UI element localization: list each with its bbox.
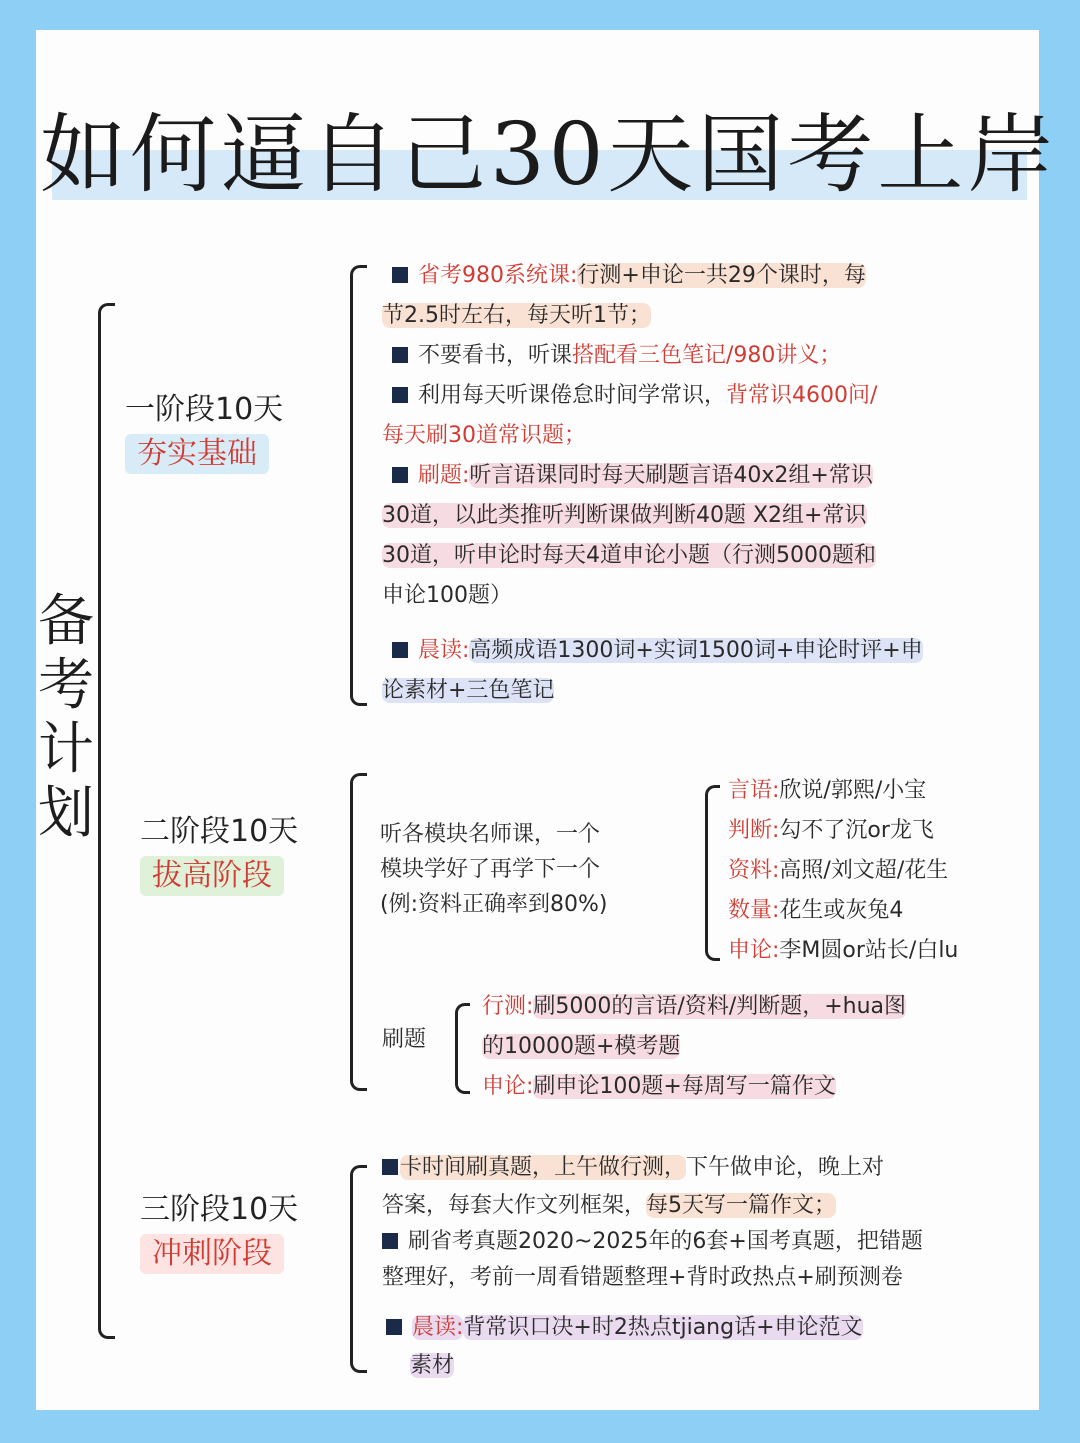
stage3-heading: 三阶段10天: [140, 1192, 299, 1227]
stage1-b5-text1: 高频成语1300词+实词1500词+申论时评+申: [469, 638, 923, 663]
teacher-label: 判断:: [728, 818, 780, 843]
stage1-bullet4-line3: [382, 536, 876, 576]
stage3-bullet2-line1: [382, 1222, 923, 1262]
stage2-subtitle: 拔高阶段: [140, 856, 284, 896]
stage1-b3-red2: 每天刷30道常识题；: [382, 423, 586, 448]
side-char: 划: [38, 781, 94, 846]
teacher-label: 数量:: [728, 898, 780, 923]
bullet-square-icon: [392, 347, 408, 363]
bullet-square-icon: [392, 387, 408, 403]
teacher-value: 李M圆or站长/白lu: [779, 938, 959, 963]
practice-label-xingce: 行测:: [482, 994, 534, 1019]
stage2-intro-line3: (例:资料正确率到80%): [380, 892, 608, 917]
stage1-b1-label: 省考980系统课:: [418, 263, 578, 288]
stage3-b3-text1: 背常识口决+时2热点tjiang话+申论范文: [463, 1315, 863, 1340]
stage3-brace: [350, 1165, 367, 1373]
bullet-square-icon: [382, 1159, 398, 1175]
stage1-bullet3-line1: [392, 376, 877, 416]
teacher-value: 高照/刘文超/花生: [779, 858, 949, 883]
teacher-item-math: [728, 891, 903, 931]
stage2-heading: 二阶段10天: [140, 814, 299, 849]
stage1-brace: [350, 265, 367, 706]
stage3-b3-text2: 素材: [410, 1353, 455, 1378]
bullet-square-icon: [392, 642, 408, 658]
stage1-bullet3-line2: [382, 416, 586, 456]
stage3-bullet2-line2: [382, 1258, 903, 1298]
stage1-b5-text2: 论素材+三色笔记: [382, 678, 555, 703]
stage1-subtitle: 夯实基础: [125, 434, 269, 474]
stage1-b4-text1: 听言语课同时每天刷题言语40x2组+常识: [469, 463, 873, 488]
stage3-b1-text1: 下午做申论，晚上对: [686, 1155, 885, 1180]
stage1-b2-text: 不要看书，听课: [418, 343, 573, 368]
stage3-bullet3-line2: [410, 1346, 454, 1386]
teacher-item-essay: [728, 931, 958, 971]
practice-text: 的10000题+模考题: [482, 1034, 681, 1059]
practice-item2: [482, 1067, 836, 1107]
stage1-b1-text1: 行测+申论一共29个课时，每: [577, 263, 866, 288]
stage3-b2-text1: 刷省考真题2020~2025年的6套+国考真题，把错题: [408, 1229, 923, 1254]
stage3-subtitle: 冲刺阶段: [140, 1234, 284, 1274]
stage3-b1-hl2: 每5天写一篇作文；: [646, 1193, 837, 1218]
main-brace: [98, 303, 115, 1339]
bullet-square-icon: [386, 1319, 402, 1335]
teacher-label: 资料:: [728, 858, 780, 883]
teacher-label: 言语:: [728, 778, 780, 803]
teacher-item-verbal: [728, 771, 926, 811]
side-char: 考: [38, 653, 94, 718]
teacher-item-data: [728, 851, 948, 891]
stage2-intro-line1: 听各模块名师课，一个: [380, 822, 601, 847]
bullet-square-icon: [382, 1233, 398, 1249]
page-title: 如何逼自己30天国考上岸: [40, 105, 1058, 205]
stage3-b1-text2: 答案，每套大作文列框架，: [382, 1193, 647, 1218]
teacher-value: 勾不了沉or龙飞: [779, 818, 934, 843]
teacher-value: 花生或灰兔4: [779, 898, 904, 923]
stage1-b1-text2: 节2.5时左右，每天听1节；: [382, 303, 651, 328]
practice-label-shenlun: 申论:: [482, 1074, 534, 1099]
stage2-label: [140, 812, 298, 896]
stage1-bullet5-line2: [382, 671, 554, 711]
stage3-b1-hl: 卡时间刷真题，上午做行测，: [400, 1155, 687, 1180]
side-char: 备: [38, 589, 94, 654]
teacher-value: 欣说/郭熙/小宝: [779, 778, 927, 803]
teacher-item-judgment: [728, 811, 934, 851]
practice-item1-line1: [482, 987, 906, 1027]
bullet-square-icon: [392, 467, 408, 483]
stage2-intro-line2: 模块学好了再学下一个: [380, 857, 601, 882]
stage1-bullet4-line1: [392, 456, 873, 496]
stage1-b4-text3: 30道，听申论时每天4道申论小题（行测5000题和: [382, 543, 876, 568]
stage1-bullet1-line1: [392, 256, 866, 296]
side-label: [36, 590, 96, 846]
stage1-b3-red1: 背常识4600问/: [726, 383, 878, 408]
stage1-bullet1-line2: [382, 296, 651, 336]
practice-label: 刷题: [382, 1027, 427, 1052]
stage1-b2-red: 搭配看三色笔记/980讲义；: [572, 343, 842, 368]
stage1-label: [125, 390, 283, 474]
stage2-brace: [350, 773, 367, 1091]
stage3-bullet1-line1: [382, 1148, 884, 1188]
practice-brace: [455, 1003, 470, 1094]
stage1-b4-label: 刷题:: [418, 463, 470, 488]
stage1-b3-text: 利用每天听课倦怠时间学常识，: [418, 383, 727, 408]
practice-text: 刷申论100题+每周写一篇作文: [533, 1074, 836, 1099]
stage1-b4-text2: 30道，以此类推听判断课做判断40题 X2组+常识: [382, 503, 867, 528]
bullet-square-icon: [392, 267, 408, 283]
teacher-brace: [705, 785, 720, 961]
practice-item1-line2: [482, 1027, 680, 1067]
stage1-b5-label: 晨读:: [418, 638, 470, 663]
stage1-bullet4-line4: [382, 576, 512, 616]
stage3-bullet1-line2: [382, 1186, 836, 1226]
stage1-bullet4-line2: [382, 496, 867, 536]
stage1-bullet2: [392, 336, 841, 376]
teacher-label: 申论:: [728, 938, 780, 963]
practice-text: 刷5000的言语/资料/判断题，+hua图: [533, 994, 907, 1019]
stage3-b3-label: 晨读:: [412, 1315, 464, 1340]
stage3-label: [140, 1190, 298, 1274]
stage3-b2-text2: 整理好，考前一周看错题整理+背时政热点+刷预测卷: [382, 1265, 903, 1290]
stage1-heading: 一阶段10天: [125, 392, 284, 427]
side-char: 计: [38, 717, 94, 782]
stage3-bullet3-line1: [386, 1308, 863, 1348]
stage1-b4-text4: 申论100题）: [382, 583, 512, 608]
stage1-bullet5-line1: [392, 631, 923, 671]
